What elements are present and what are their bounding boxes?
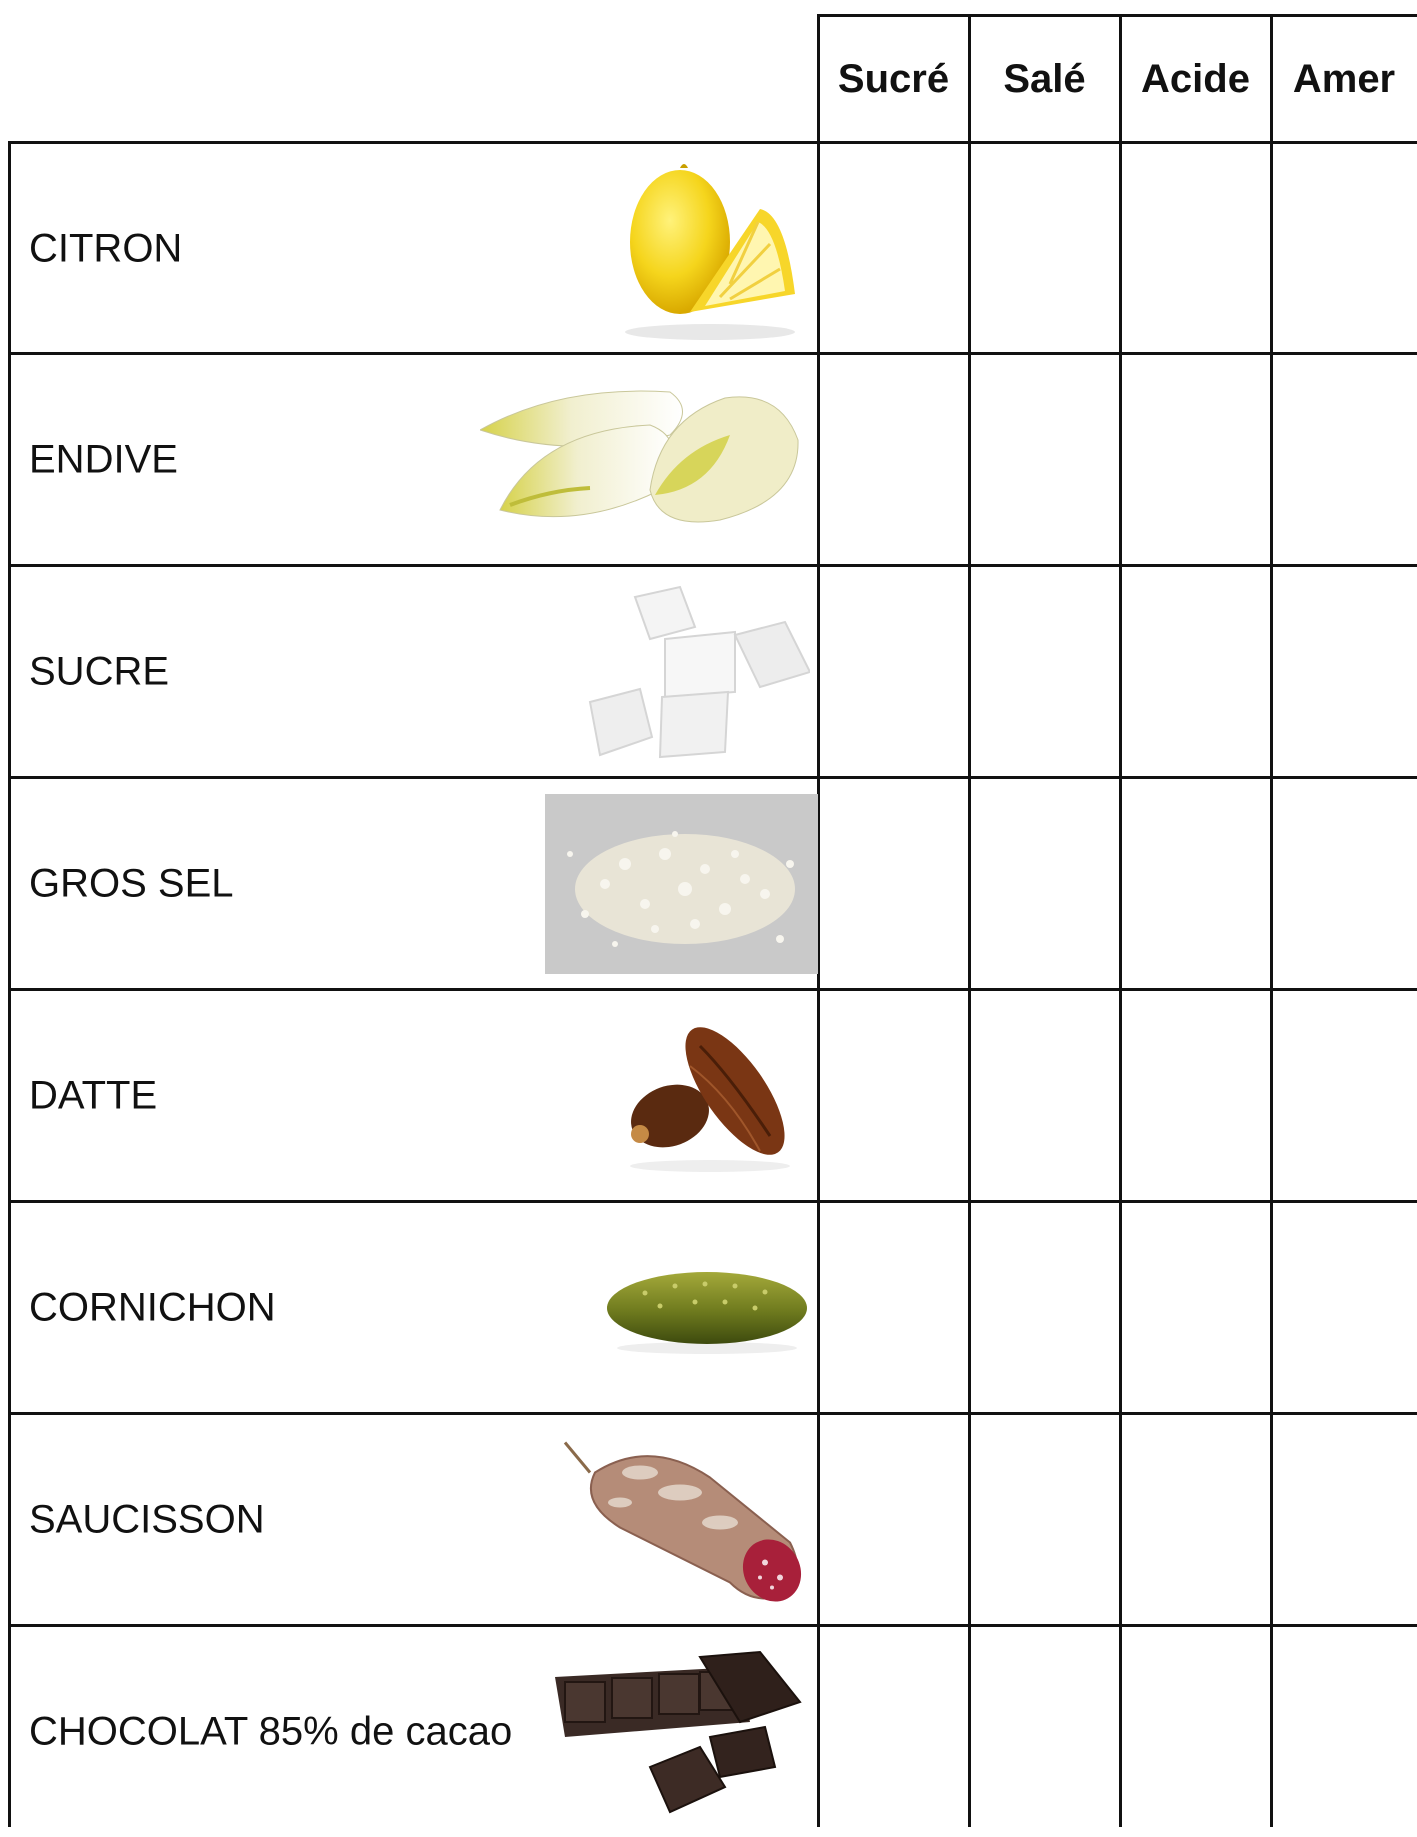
answer-cell-acide[interactable] [1122, 1416, 1270, 1625]
answer-cell-amer[interactable] [1273, 780, 1417, 989]
food-row-datte [10, 990, 818, 1201]
food-label: ENDIVE [29, 437, 178, 481]
food-row-endive [10, 354, 818, 565]
food-row-citron [10, 143, 818, 354]
answer-cell-sale[interactable] [971, 1204, 1119, 1413]
dates-icon [610, 1016, 810, 1176]
answer-cell-amer[interactable] [1273, 1628, 1417, 1837]
answer-cell-amer[interactable] [1273, 356, 1417, 565]
answer-cell-sucre[interactable] [820, 780, 968, 989]
food-row-cornichon [10, 1202, 818, 1413]
column-header-acide: Acide [1141, 56, 1250, 101]
chocolate-icon [550, 1642, 810, 1822]
answer-cell-sucre[interactable] [820, 1204, 968, 1413]
column-header-sale: Salé [1003, 56, 1086, 101]
answer-cell-sale[interactable] [971, 356, 1119, 565]
answer-cell-sale[interactable] [971, 992, 1119, 1201]
answer-cell-sucre[interactable] [820, 1416, 968, 1625]
answer-cell-amer[interactable] [1273, 144, 1417, 353]
sausage-icon [560, 1432, 810, 1607]
answer-cell-acide[interactable] [1122, 1628, 1270, 1837]
food-row-saucisson [10, 1414, 818, 1625]
answer-cell-sucre[interactable] [820, 1628, 968, 1837]
answer-cell-sucre[interactable] [820, 992, 968, 1201]
answer-cell-acide[interactable] [1122, 992, 1270, 1201]
endive-icon [480, 380, 810, 540]
food-row-chocolat [10, 1626, 818, 1837]
answer-cell-sale[interactable] [971, 144, 1119, 353]
food-label: CITRON [29, 226, 183, 270]
coarse-salt-icon [545, 794, 818, 974]
answer-cell-acide[interactable] [1122, 568, 1270, 777]
food-label: SUCRE [29, 649, 170, 693]
answer-cell-acide[interactable] [1122, 144, 1270, 353]
food-label: CORNICHON [29, 1285, 276, 1329]
column-header-amer: Amer [1292, 56, 1396, 101]
answer-cell-sale[interactable] [971, 1416, 1119, 1625]
answer-cell-acide[interactable] [1122, 1204, 1270, 1413]
food-label: SAUCISSON [29, 1497, 265, 1541]
answer-cell-sucre[interactable] [820, 568, 968, 777]
answer-cell-acide[interactable] [1122, 356, 1270, 565]
header-top-border [817, 14, 1417, 17]
answer-cell-sucre[interactable] [820, 144, 968, 353]
food-label: GROS SEL [29, 861, 234, 905]
answer-cell-acide[interactable] [1122, 780, 1270, 989]
sugar-cubes-icon [570, 577, 810, 767]
answer-cell-amer[interactable] [1273, 568, 1417, 777]
food-label: CHOCOLAT 85% de cacao [29, 1709, 513, 1753]
answer-cell-sale[interactable] [971, 780, 1119, 989]
answer-cell-sale[interactable] [971, 568, 1119, 777]
food-row-gros-sel [10, 778, 818, 989]
lemon-icon [610, 154, 810, 344]
food-label: DATTE [29, 1073, 158, 1117]
answer-cell-amer[interactable] [1273, 992, 1417, 1201]
answer-cell-amer[interactable] [1273, 1416, 1417, 1625]
food-row-sucre [10, 566, 818, 777]
gherkin-icon [605, 1258, 810, 1358]
answer-cell-sucre[interactable] [820, 356, 968, 565]
answer-cell-sale[interactable] [971, 1628, 1119, 1837]
answer-cell-amer[interactable] [1273, 1204, 1417, 1413]
column-header-sucre: Sucré [837, 56, 950, 101]
